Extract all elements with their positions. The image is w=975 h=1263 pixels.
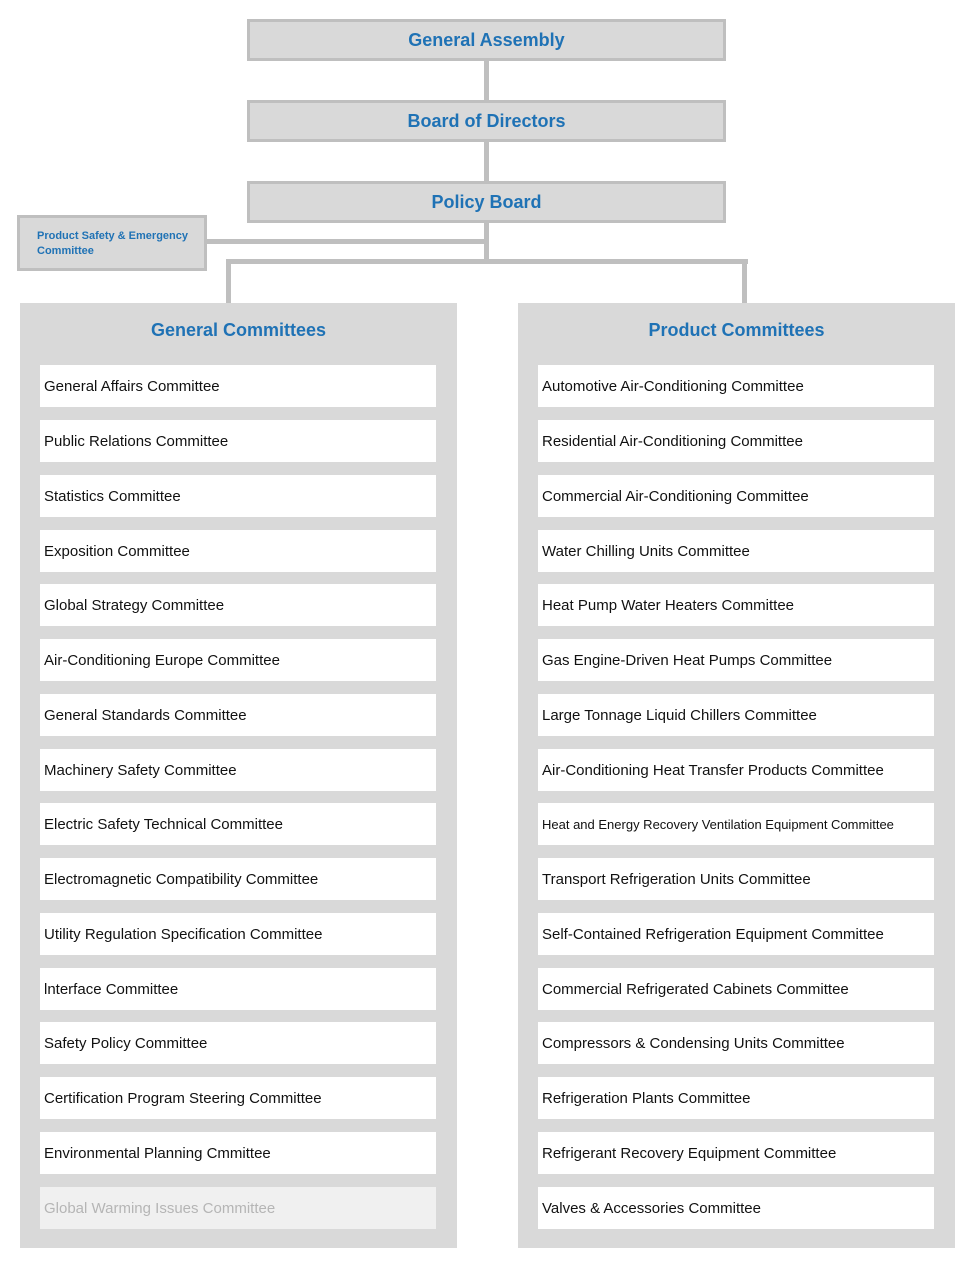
connector-line: [742, 259, 747, 303]
general-assembly-box: [247, 19, 726, 61]
committee-item: Automotive Air-Conditioning Committee: [538, 365, 934, 407]
committee-item: Residential Air-Conditioning Committee: [538, 420, 934, 462]
committee-item: Public Relations Committee: [40, 420, 436, 462]
board-of-directors-box: [247, 100, 726, 142]
committee-item: Gas Engine-Driven Heat Pumps Committee: [538, 639, 934, 681]
committee-item: Refrigerant Recovery Equipment Committee: [538, 1132, 934, 1174]
committee-item: Commercial Air-Conditioning Committee: [538, 475, 934, 517]
committee-item: Machinery Safety Committee: [40, 749, 436, 791]
committee-item: Global Strategy Committee: [40, 584, 436, 626]
committee-item: Air-Conditioning Europe Committee: [40, 639, 436, 681]
product-safety-label: Product Safety & Emergency Committee: [37, 230, 188, 257]
committee-item: lnterface Committee: [40, 968, 436, 1010]
committee-item: General Standards Committee: [40, 694, 436, 736]
committee-item: Large Tonnage Liquid Chillers Committee: [538, 694, 934, 736]
committee-item: Environmental Planning Cmmittee: [40, 1132, 436, 1174]
connector-line: [484, 61, 489, 101]
general-committees-title: General Committees: [150, 320, 327, 340]
committee-item: Certification Program Steering Committee: [40, 1077, 436, 1119]
committee-item: Statistics Committee: [40, 475, 436, 517]
committee-item: Electromagnetic Compatibility Committee: [40, 858, 436, 900]
committee-item: Compressors & Condensing Units Committee: [538, 1022, 934, 1064]
committee-item: Valves & Accessories Committee: [538, 1187, 934, 1229]
connector-line: [484, 142, 489, 182]
committee-item: Electric Safety Technical Committee: [40, 803, 436, 845]
board-of-directors-label: Board of Directors: [407, 110, 566, 131]
connector-line: [207, 239, 487, 244]
committee-item: Heat and Energy Recovery Ventilation Equipment Committee: [538, 803, 934, 845]
committee-item: Commercial Refrigerated Cabinets Committee: [538, 968, 934, 1010]
committee-item: Air-Conditioning Heat Transfer Products Committee: [538, 749, 934, 791]
committee-item: Exposition Committee: [40, 530, 436, 572]
general-committees-panel: [20, 303, 457, 1248]
product-committees-panel: [518, 303, 955, 1248]
committee-item: Transport Refrigeration Units Committee: [538, 858, 934, 900]
connector-line: [226, 259, 231, 303]
product-committees-title: Product Committees: [648, 320, 825, 340]
policy-board-label: Policy Board: [431, 191, 542, 212]
committee-item-inactive: Global Warming Issues Committee: [40, 1187, 436, 1229]
connector-line: [226, 259, 748, 264]
committee-item: Water Chilling Units Committee: [538, 530, 934, 572]
committee-item: Heat Pump Water Heaters Committee: [538, 584, 934, 626]
committee-item: Refrigeration Plants Committee: [538, 1077, 934, 1119]
committee-item: Self-Contained Refrigeration Equipment Committee: [538, 913, 934, 955]
committee-item: Utility Regulation Specification Committee: [40, 913, 436, 955]
product-safety-box: [17, 215, 207, 271]
general-assembly-label: General Assembly: [408, 29, 565, 50]
committee-item: General Affairs Committee: [40, 365, 436, 407]
committee-item: Safety Policy Committee: [40, 1022, 436, 1064]
policy-board-box: [247, 181, 726, 223]
